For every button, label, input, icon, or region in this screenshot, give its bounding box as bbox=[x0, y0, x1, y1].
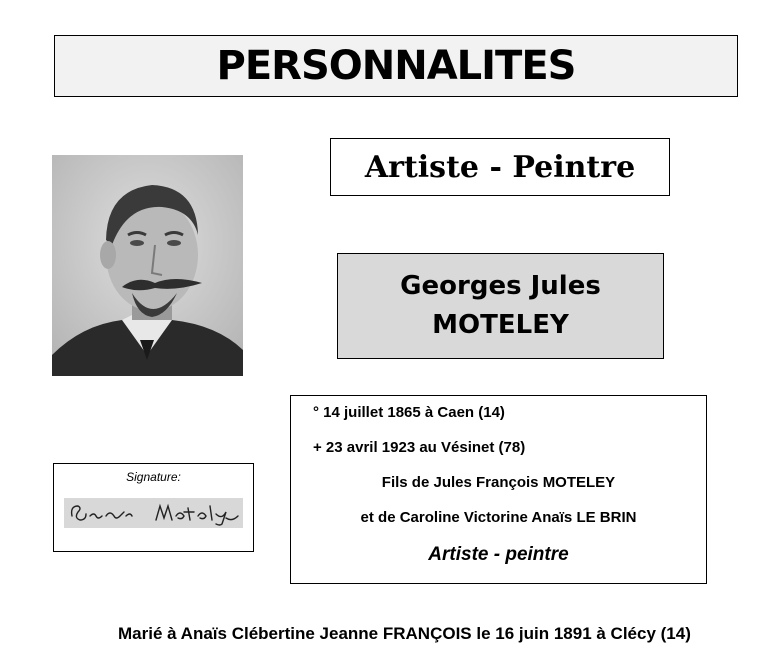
page-title: PERSONNALITES bbox=[216, 43, 576, 89]
biography-box bbox=[290, 395, 707, 584]
person-surname: MOTELEY bbox=[432, 310, 569, 340]
title-banner bbox=[54, 35, 738, 97]
birth-info: ° 14 juillet 1865 à Caen (14) bbox=[313, 404, 505, 421]
marriage-info: Marié à Anaïs Clébertine Jeanne FRANÇOIS le 16 juin 1891 à Clécy (14) bbox=[118, 624, 691, 643]
mother-info: et de Caroline Victorine Anaïs LE BRIN bbox=[360, 509, 637, 526]
occupation-info: Artiste - peintre bbox=[428, 544, 569, 565]
person-first-names: Georges Jules bbox=[400, 270, 601, 301]
signature-image bbox=[64, 498, 243, 528]
death-info: + 23 avril 1923 au Vésinet (78) bbox=[313, 439, 526, 456]
person-name-box bbox=[337, 253, 664, 359]
signature-label: Signature: bbox=[126, 470, 181, 484]
profession-heading-box bbox=[330, 138, 670, 196]
profession-heading: Artiste - Peintre bbox=[364, 149, 636, 185]
portrait-photo bbox=[52, 155, 243, 376]
signature-box bbox=[53, 463, 254, 552]
father-info: Fils de Jules François MOTELEY bbox=[381, 474, 616, 491]
